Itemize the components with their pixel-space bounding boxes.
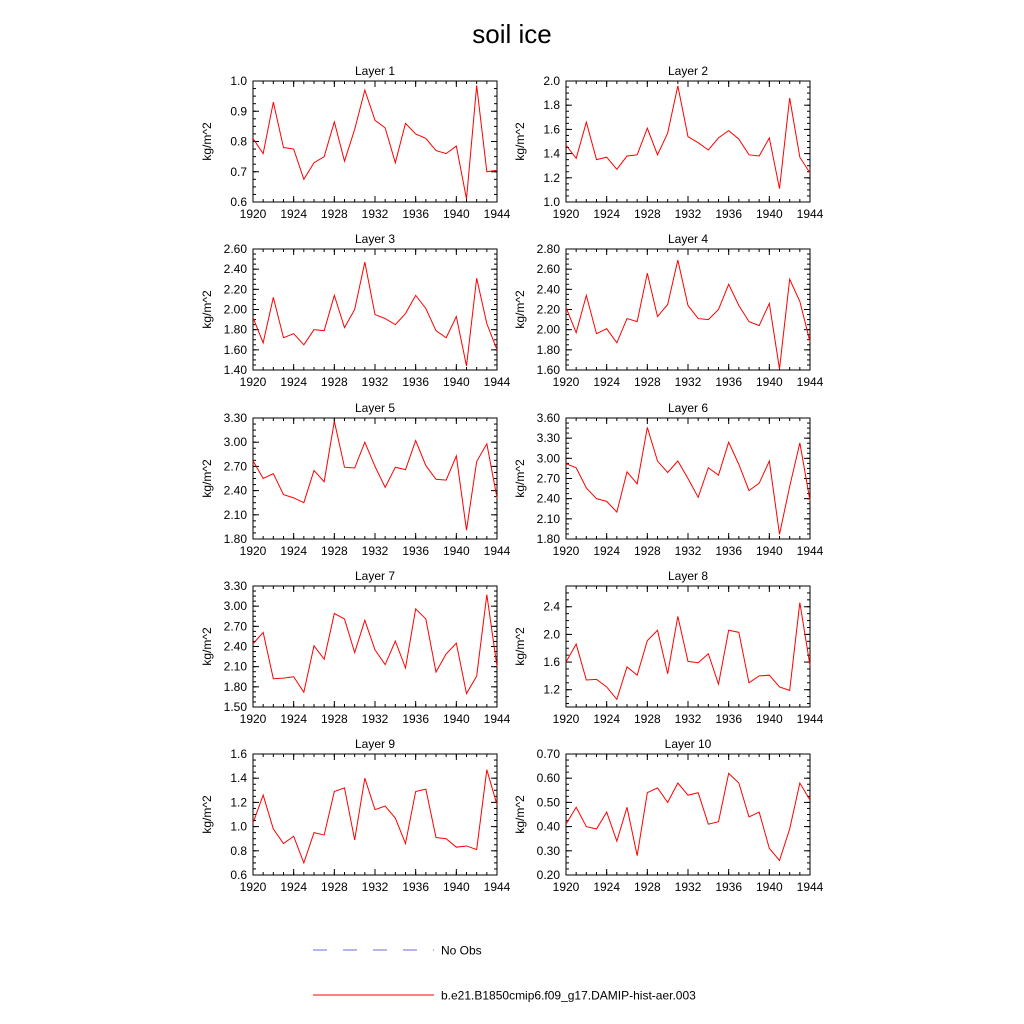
plot-frame [566, 754, 810, 875]
x-tick-label: 1928 [320, 375, 348, 389]
y-tick-label: 2.80 [536, 242, 560, 256]
y-axis-label: kg/m^2 [200, 627, 214, 666]
x-tick-label: 1932 [361, 544, 389, 558]
y-tick-label: 1.8 [543, 98, 560, 113]
panel-title: Layer 6 [667, 401, 709, 415]
x-tick-label: 1932 [674, 544, 702, 558]
y-tick-label: 1.60 [536, 363, 560, 377]
y-tick-label: 2.40 [223, 639, 247, 654]
x-tick-label: 1936 [715, 712, 743, 726]
x-tick-label: 1932 [361, 207, 389, 221]
series-line [566, 427, 810, 534]
x-tick-label: 1944 [796, 375, 824, 389]
y-tick-label: 0.70 [536, 747, 560, 761]
y-tick-label: 2.40 [536, 491, 560, 506]
x-tick-label: 1928 [633, 544, 661, 558]
panels-group [200, 64, 824, 894]
y-tick-label: 1.40 [223, 363, 247, 377]
y-axis-label: kg/m^2 [200, 290, 214, 329]
x-tick-label: 1936 [715, 544, 743, 558]
y-tick-label: 1.6 [543, 655, 560, 670]
y-axis-label: kg/m^2 [513, 627, 527, 666]
plot-frame [253, 249, 497, 370]
panel-layer-6 [513, 401, 824, 558]
y-tick-label: 1.2 [230, 795, 247, 810]
y-tick-label: 3.30 [536, 431, 560, 446]
y-tick-label: 1.80 [223, 679, 247, 694]
y-tick-label: 0.30 [536, 843, 560, 858]
x-tick-label: 1944 [796, 207, 824, 221]
y-axis-label: kg/m^2 [200, 122, 214, 161]
y-tick-label: 1.6 [230, 747, 247, 761]
y-tick-label: 1.50 [223, 700, 247, 714]
x-tick-label: 1944 [483, 880, 511, 894]
y-axis-label: kg/m^2 [200, 795, 214, 834]
x-tick-label: 1936 [715, 207, 743, 221]
y-tick-label: 1.60 [223, 342, 247, 357]
x-tick-label: 1920 [239, 712, 267, 726]
x-tick-label: 1944 [796, 544, 824, 558]
x-tick-label: 1936 [715, 375, 743, 389]
x-tick-label: 1936 [402, 375, 430, 389]
y-axis-label: kg/m^2 [513, 459, 527, 498]
x-tick-label: 1928 [633, 375, 661, 389]
y-tick-label: 1.80 [223, 322, 247, 337]
series-line [253, 86, 497, 199]
plot-frame [566, 586, 810, 707]
x-tick-label: 1920 [239, 207, 267, 221]
x-tick-label: 1924 [280, 207, 308, 221]
x-tick-label: 1928 [633, 880, 661, 894]
plot-frame [566, 249, 810, 370]
x-tick-label: 1940 [442, 880, 470, 894]
x-tick-label: 1928 [320, 544, 348, 558]
panel-layer-2 [513, 64, 824, 221]
panel-title: Layer 7 [354, 569, 396, 583]
y-tick-label: 1.4 [230, 771, 247, 786]
y-tick-label: 3.60 [536, 411, 560, 425]
x-tick-label: 1932 [361, 375, 389, 389]
x-tick-label: 1936 [402, 544, 430, 558]
x-tick-label: 1936 [715, 880, 743, 894]
x-tick-label: 1940 [755, 375, 783, 389]
panel-title: Layer 8 [667, 569, 709, 583]
series-line [566, 603, 810, 700]
panel-layer-5 [200, 401, 511, 558]
x-tick-label: 1932 [674, 880, 702, 894]
y-tick-label: 0.6 [230, 195, 247, 209]
y-tick-label: 0.8 [230, 843, 247, 858]
legend [313, 944, 696, 1003]
x-tick-label: 1944 [796, 880, 824, 894]
plot-frame [253, 81, 497, 202]
x-tick-label: 1940 [442, 207, 470, 221]
x-tick-label: 1928 [320, 712, 348, 726]
x-tick-label: 1944 [483, 544, 511, 558]
plot-frame [253, 586, 497, 707]
x-tick-label: 1936 [402, 712, 430, 726]
x-tick-label: 1932 [361, 880, 389, 894]
y-tick-label: 1.0 [230, 74, 247, 88]
series-line [253, 421, 497, 530]
y-tick-label: 2.40 [223, 483, 247, 498]
panel-title: Layer 5 [354, 401, 396, 415]
y-tick-label: 2.40 [223, 262, 247, 277]
y-tick-label: 1.2 [543, 682, 560, 697]
panel-layer-7 [200, 569, 511, 726]
x-tick-label: 1944 [483, 207, 511, 221]
plot-frame [253, 418, 497, 539]
x-tick-label: 1928 [633, 207, 661, 221]
x-tick-label: 1940 [755, 207, 783, 221]
x-tick-label: 1940 [755, 880, 783, 894]
x-tick-label: 1920 [552, 880, 580, 894]
y-tick-label: 2.40 [536, 282, 560, 297]
panel-title: Layer 3 [354, 232, 396, 246]
x-tick-label: 1932 [674, 375, 702, 389]
y-tick-label: 3.30 [223, 579, 247, 593]
y-tick-label: 2.00 [536, 322, 560, 337]
y-tick-label: 2.70 [536, 471, 560, 486]
x-tick-label: 1920 [239, 544, 267, 558]
x-tick-label: 1928 [320, 880, 348, 894]
series-line [253, 770, 497, 863]
series-line [253, 262, 497, 366]
x-tick-label: 1928 [320, 207, 348, 221]
x-tick-label: 1932 [361, 712, 389, 726]
panel-title: Layer 2 [667, 64, 709, 78]
x-tick-label: 1924 [280, 712, 308, 726]
x-tick-label: 1936 [402, 207, 430, 221]
y-tick-label: 2.20 [536, 302, 560, 317]
x-tick-label: 1944 [483, 712, 511, 726]
panel-layer-10 [513, 737, 824, 894]
x-tick-label: 1928 [633, 712, 661, 726]
y-axis-label: kg/m^2 [513, 795, 527, 834]
y-tick-label: 3.00 [223, 599, 247, 614]
y-tick-label: 0.6 [230, 868, 247, 882]
y-tick-label: 2.10 [536, 511, 560, 526]
x-tick-label: 1940 [755, 712, 783, 726]
plot-frame [566, 81, 810, 202]
x-tick-label: 1924 [593, 712, 621, 726]
y-axis-label: kg/m^2 [200, 459, 214, 498]
y-tick-label: 2.70 [223, 459, 247, 474]
y-tick-label: 1.2 [543, 170, 560, 185]
x-tick-label: 1924 [593, 375, 621, 389]
y-tick-label: 3.30 [223, 411, 247, 425]
x-tick-label: 1944 [483, 375, 511, 389]
x-tick-label: 1924 [280, 375, 308, 389]
x-tick-label: 1924 [593, 207, 621, 221]
x-tick-label: 1932 [674, 207, 702, 221]
legend-no-obs-label: No Obs [441, 943, 482, 958]
x-tick-label: 1924 [593, 880, 621, 894]
y-tick-label: 2.10 [223, 507, 247, 522]
x-tick-label: 1932 [674, 712, 702, 726]
y-tick-label: 1.4 [543, 146, 560, 161]
y-tick-label: 0.40 [536, 819, 560, 834]
x-tick-label: 1920 [239, 375, 267, 389]
series-line [566, 86, 810, 189]
panel-layer-1 [200, 64, 511, 221]
series-line [566, 260, 810, 369]
panel-title: Layer 9 [354, 737, 396, 751]
y-tick-label: 2.60 [536, 262, 560, 277]
y-tick-label: 2.0 [543, 627, 560, 642]
y-tick-label: 0.60 [536, 771, 560, 786]
y-tick-label: 3.00 [223, 435, 247, 450]
x-tick-label: 1920 [239, 880, 267, 894]
panel-layer-9 [200, 737, 511, 894]
y-tick-label: 2.10 [223, 659, 247, 674]
panel-title: Layer 1 [354, 64, 396, 78]
series-line [566, 773, 810, 860]
y-tick-label: 1.6 [543, 122, 560, 137]
x-tick-label: 1920 [552, 712, 580, 726]
y-axis-label: kg/m^2 [513, 290, 527, 329]
y-tick-label: 2.4 [543, 599, 560, 614]
panel-title: Layer 4 [667, 232, 709, 246]
x-tick-label: 1940 [442, 712, 470, 726]
x-tick-label: 1924 [280, 880, 308, 894]
series-line [253, 595, 497, 694]
x-tick-label: 1940 [755, 544, 783, 558]
figure-title: soil ice [472, 19, 552, 49]
y-tick-label: 0.9 [230, 104, 247, 119]
y-tick-label: 0.20 [536, 868, 560, 882]
y-tick-label: 0.8 [230, 134, 247, 149]
panel-layer-4 [513, 232, 824, 389]
x-tick-label: 1936 [402, 880, 430, 894]
y-tick-label: 1.80 [536, 532, 560, 546]
x-tick-label: 1920 [552, 375, 580, 389]
y-tick-label: 2.60 [223, 242, 247, 256]
y-tick-label: 1.0 [230, 819, 247, 834]
y-tick-label: 3.00 [536, 451, 560, 466]
x-tick-label: 1944 [796, 712, 824, 726]
y-tick-label: 1.80 [536, 342, 560, 357]
x-tick-label: 1940 [442, 544, 470, 558]
x-tick-label: 1920 [552, 544, 580, 558]
y-tick-label: 2.20 [223, 282, 247, 297]
y-tick-label: 0.50 [536, 795, 560, 810]
x-tick-label: 1924 [593, 544, 621, 558]
y-axis-label: kg/m^2 [513, 122, 527, 161]
plot-frame [253, 754, 497, 875]
panel-layer-3 [200, 232, 511, 389]
y-tick-label: 0.7 [230, 164, 247, 179]
legend-model-label: b.e21.B1850cmip6.f09_g17.DAMIP-hist-aer.003 [441, 988, 696, 1003]
y-tick-label: 2.00 [223, 302, 247, 317]
x-tick-label: 1920 [552, 207, 580, 221]
panel-title: Layer 10 [664, 737, 712, 751]
x-tick-label: 1940 [442, 375, 470, 389]
y-tick-label: 2.0 [543, 74, 560, 88]
y-tick-label: 1.0 [543, 195, 560, 209]
panel-layer-8 [513, 569, 824, 726]
y-tick-label: 1.80 [223, 532, 247, 546]
x-tick-label: 1924 [280, 544, 308, 558]
y-tick-label: 2.70 [223, 619, 247, 634]
